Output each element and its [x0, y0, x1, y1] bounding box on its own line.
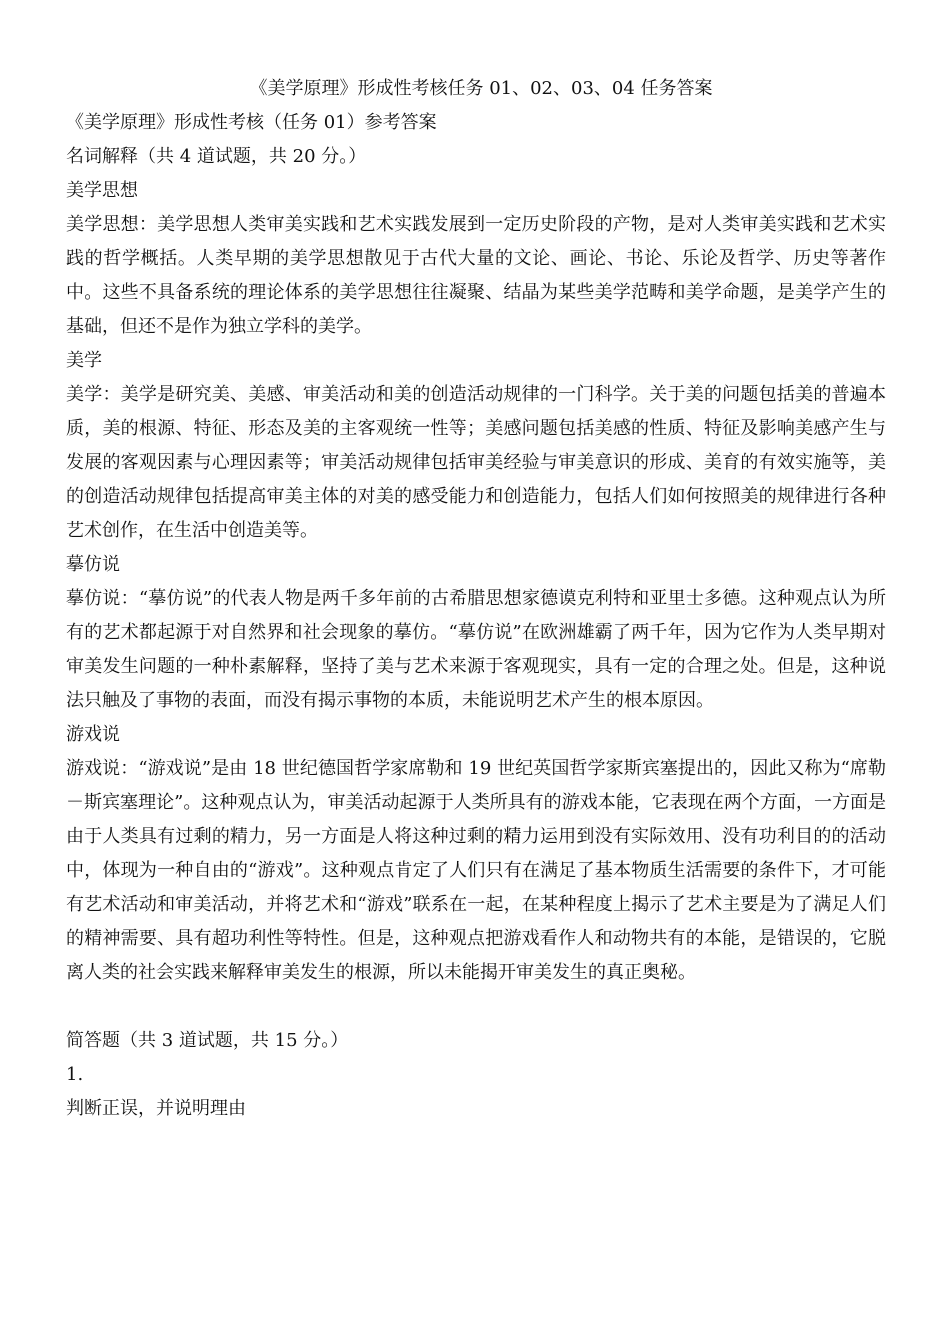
- term-definition: 游戏说：“游戏说”是由 18 世纪德国哲学家席勒和 19 世纪英国哲学家斯宾塞提出的，因此又称为“席勒－斯宾塞理论”。这种观点认为，审美活动起源于人类所具有的游戏本能，它表现在两个方面，一方面是由于人类具有过剩的精力，另一方面是人将这种过剩的精力运用到没有实际效用、没有功利目的的活动中，体现为一种自由的“游戏”。这种观点肯定了人们只有在满足了基本物质生活需要的条件下，才可能有艺术活动和审美活动，并将艺术和“游戏”联系在一起，在某种程度上揭示了艺术主要是为了满足人们的精神需要、具有超功利性等特性。但是，这种观点把游戏看作人和动物共有的本能，是错误的，它脱离人类的社会实践来解释审美发生的根源，所以未能揭开审美发生的真正奥秘。: [66, 758, 886, 983]
- document-page: [66, 72, 886, 1126]
- term-heading: 游戏说: [66, 724, 120, 745]
- document-title: 《美学原理》形成性考核任务 01、02、03、04 任务答案: [249, 78, 713, 99]
- question-number: 1.: [66, 1064, 84, 1085]
- question-prompt: 判断正误，并说明理由: [66, 1098, 246, 1119]
- term-definition: 美学思想：美学思想人类审美实践和艺术实践发展到一定历史阶段的产物，是对人类审美实践和艺术实践的哲学概括。人类早期的美学思想散见于古代大量的文论、画论、书论、乐论及哲学、历史等著作中。这些不具备系统的理论体系的美学思想往往凝聚、结晶为某些美学范畴和美学命题，是美学产生的基础，但还不是作为独立学科的美学。: [66, 214, 886, 337]
- term-heading: 美学思想: [66, 180, 138, 201]
- section-heading-short-answer: 简答题（共 3 道试题，共 15 分。）: [66, 1030, 349, 1051]
- blank-line: [66, 990, 886, 1024]
- term-definition: 美学：美学是研究美、美感、审美活动和美的创造活动规律的一门科学。关于美的问题包括美的普遍本质，美的根源、特征、形态及美的主客观统一性等；美感问题包括美感的性质、特征及影响美感产生与发展的客观因素与心理因素等；审美活动规律包括审美经验与审美意识的形成、美育的有效实施等，美的创造活动规律包括提高审美主体的对美的感受能力和创造能力，包括人们如何按照美的规律进行各种艺术创作，在生活中创造美等。: [66, 384, 886, 541]
- document-subtitle: 《美学原理》形成性考核（任务 01）参考答案: [66, 112, 437, 133]
- section-heading-terms: 名词解释（共 4 道试题，共 20 分。）: [66, 146, 367, 167]
- term-heading: 摹仿说: [66, 554, 120, 575]
- term-heading: 美学: [66, 350, 102, 371]
- term-definition: 摹仿说：“摹仿说”的代表人物是两千多年前的古希腊思想家德谟克利特和亚里士多德。这种观点认为所有的艺术都起源于对自然界和社会现象的摹仿。“摹仿说”在欧洲雄霸了两千年，因为它作为人类早期对审美发生问题的一种朴素解释，坚持了美与艺术来源于客观现实，具有一定的合理之处。但是，这种说法只触及了事物的表面，而没有揭示事物的本质，未能说明艺术产生的根本原因。: [66, 588, 886, 711]
